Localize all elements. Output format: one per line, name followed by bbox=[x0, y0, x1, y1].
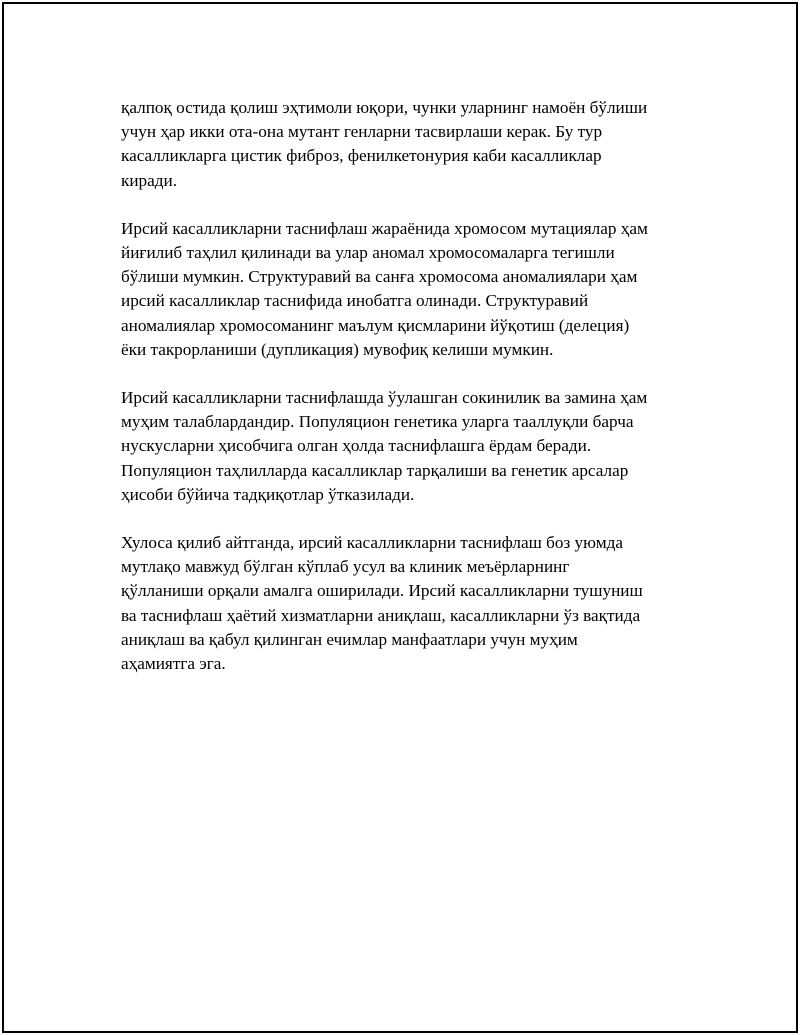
document-body bbox=[121, 96, 701, 700]
page-frame bbox=[2, 2, 798, 1033]
paragraph: қалпоқ остида қолиш эҳтимоли юқори, чунки уларнинг намоён бўлиши учун ҳар икки ота-она мутант генларни тасвирлаши керак. Бу тур касалликларга цистик фиброз, фенилкетонурия каби касалликлар киради. bbox=[121, 98, 648, 190]
paragraph: Хулоса қилиб айтганда, ирсий касалликларни таснифлаш боз уюмда мутлақо мавжуд бўлган кўплаб усул ва клиник меъёрларнинг қўлланиши орқали амалга оширилади. Ирсий касалликларни тушуниш ва таснифлаш ҳаётий хизматларни аниқлаш, касалликларни ўз вақтида аниқлаш ва қабул қилинган ечимлар манфаатлари учун муҳим аҳамиятга эга. bbox=[121, 533, 643, 674]
paragraph: Ирсий касалликларни таснифлаш жараёнида хромосом мутациялар ҳам йиғилиб таҳлил қилинади ва улар аномал хромосомаларга тегишли бўлиши мумкин. Структуравий ва санға хромосома аномалиялари ҳам ирсий касалликлар таснифида инобатга олинади. Структуравий аномалиялар хромосоманинг маълум қисмларини йўқотиш (делеция) ёки такрорланиши (дупликация) мувофиқ келиши мумкин. bbox=[121, 218, 648, 359]
paragraph: Ирсий касалликларни таснифлашда ўулашган сокинилик ва замина ҳам муҳим талаблардандир. Популяцион генетика уларга тааллуқли барча нускусларни ҳисобчига олган ҳолда таснифлашга ёрдам беради. Популяцион таҳлилларда касалликлар тарқалиши ва генетик арсалар ҳисоби бўйича тадқиқотлар ўтказилади. bbox=[121, 388, 648, 504]
